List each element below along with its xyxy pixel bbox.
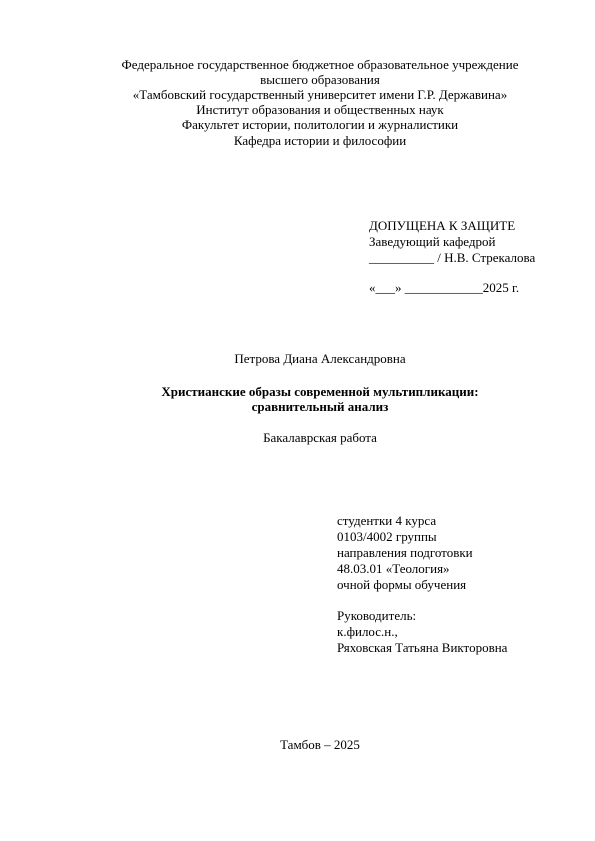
header-line-higher-education: высшего образования (260, 72, 380, 87)
approval-signature-line: __________ / Н.В. Стрекалова (369, 250, 536, 265)
approval-date-line: «___» ____________2025 г. (369, 280, 520, 295)
header-line-department: Кафедра истории и философии (233, 133, 407, 148)
student-direction-label: направления подготовки (337, 545, 473, 560)
thesis-title-line-2: сравнительный анализ (251, 399, 389, 414)
approval-stamp: ДОПУЩЕНА К ЗАЩИТЕ (369, 218, 516, 233)
author-name: Петрова Диана Александровна (234, 351, 406, 366)
student-direction-code: 48.03.01 «Теология» (337, 561, 450, 576)
student-study-form: очной формы обучения (337, 577, 467, 592)
header-line-faculty: Факультет истории, политологии и журналистики (181, 117, 459, 132)
work-type: Бакалаврская работа (263, 430, 377, 445)
student-group: 0103/4002 группы (337, 529, 437, 544)
approval-position: Заведующий кафедрой (369, 234, 496, 249)
supervisor-degree: к.филос.н., (337, 624, 398, 639)
thesis-title-line-1: Христианские образы современной мультипликации: (161, 384, 479, 399)
student-course: студентки 4 курса (337, 513, 437, 528)
supervisor-name: Ряховская Татьяна Викторовна (337, 640, 508, 655)
header-line-institute: Институт образования и общественных наук (196, 102, 444, 117)
supervisor-label: Руководитель: (337, 608, 417, 623)
place-year: Тамбов – 2025 (280, 737, 360, 752)
header-line-federal: Федеральное государственное бюджетное образовательное учреждение (121, 57, 519, 72)
header-line-university: «Тамбовский государственный университет имени Г.Р. Державина» (132, 87, 508, 102)
